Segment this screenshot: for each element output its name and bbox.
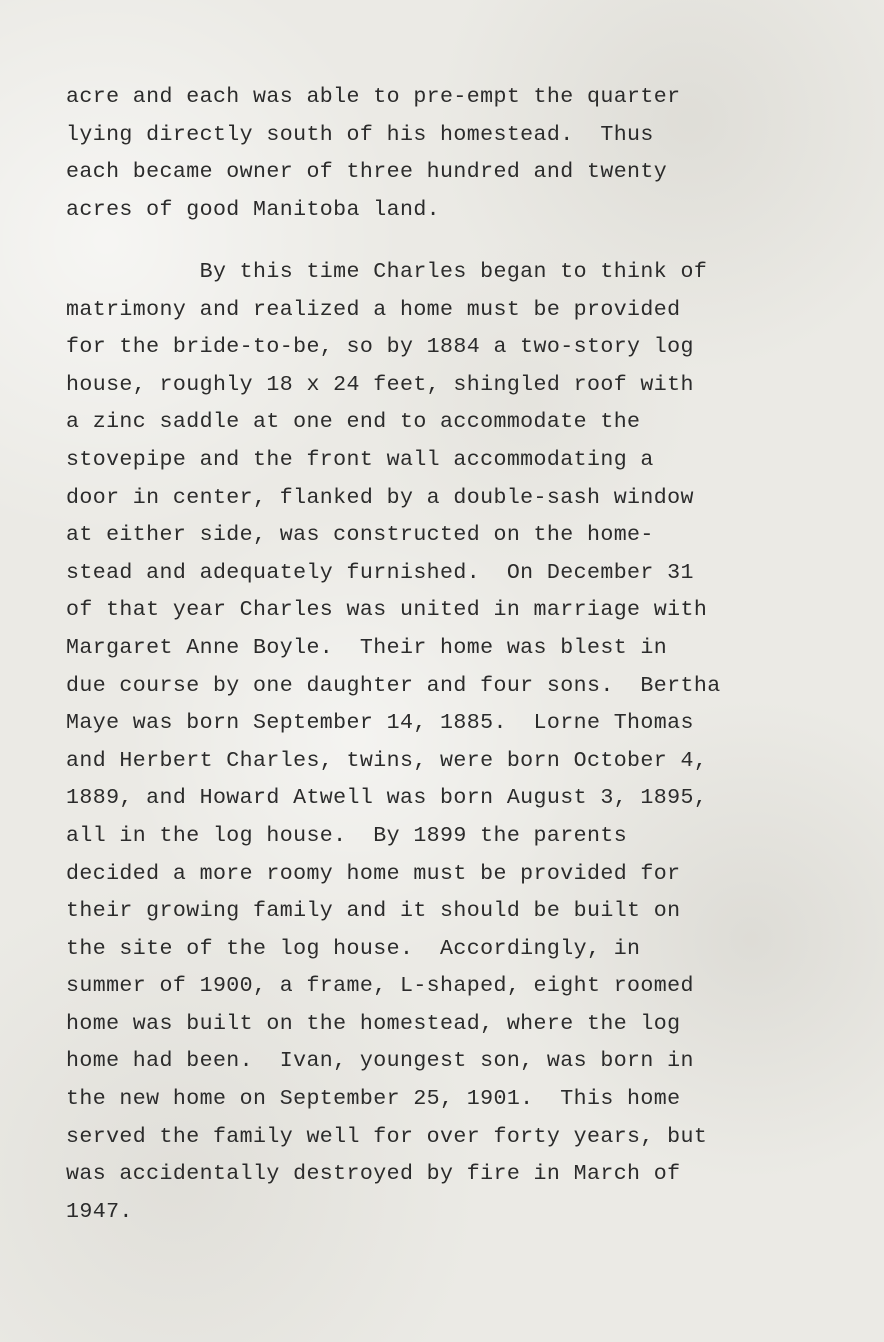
- text-line: was accidentally destroyed by fire in March of: [66, 1162, 681, 1187]
- text-line: house, roughly 18 x 24 feet, shingled roof with: [66, 372, 694, 397]
- text-line: home had been. Ivan, youngest son, was born in: [66, 1049, 694, 1074]
- text-line: stovepipe and the front wall accommodating a: [66, 447, 654, 472]
- text-line: decided a more roomy home must be provided for: [66, 861, 681, 886]
- text-line: of that year Charles was united in marriage with: [66, 598, 708, 623]
- text-line: Margaret Anne Boyle. Their home was blest in: [66, 635, 668, 660]
- text-line: served the family well for over forty years, but: [66, 1124, 708, 1149]
- text-line: acre and each was able to pre-empt the quarter: [66, 85, 681, 109]
- text-line: Maye was born September 14, 1885. Lorne Thomas: [66, 711, 694, 736]
- text-line: a zinc saddle at one end to accommodate the: [66, 410, 641, 435]
- text-line: lying directly south of his homestead. Thus: [66, 122, 654, 147]
- text-line: the new home on September 25, 1901. This home: [66, 1087, 681, 1112]
- text-line: the site of the log house. Accordingly, in: [66, 936, 641, 961]
- paragraph-1: [66, 79, 866, 229]
- text-line: summer of 1900, a frame, L-shaped, eight roomed: [66, 974, 694, 999]
- text-line: at either side, was constructed on the home-: [66, 523, 654, 548]
- text-line: home was built on the homestead, where the log: [66, 1011, 681, 1036]
- text-line: their growing family and it should be built on: [66, 899, 681, 924]
- text-line: matrimony and realized a home must be provided: [66, 297, 681, 322]
- text-line: stead and adequately furnished. On December 31: [66, 560, 694, 585]
- text-line: 1889, and Howard Atwell was born August 3, 1895,: [66, 786, 708, 811]
- text-line: 1947.: [66, 1199, 133, 1224]
- text-line: each became owner of three hundred and twenty: [66, 160, 668, 185]
- text-line: and Herbert Charles, twins, were born October 4,: [66, 748, 708, 773]
- paragraph-2: [66, 254, 866, 1231]
- text-line: By this time Charles began to think of: [66, 260, 708, 284]
- text-line: acres of good Manitoba land.: [66, 197, 441, 222]
- text-line: due course by one daughter and four sons. Bertha: [66, 673, 721, 698]
- text-line: for the bride-to-be, so by 1884 a two-story log: [66, 335, 694, 360]
- text-line: all in the log house. By 1899 the parents: [66, 823, 628, 848]
- text-line: door in center, flanked by a double-sash window: [66, 485, 694, 510]
